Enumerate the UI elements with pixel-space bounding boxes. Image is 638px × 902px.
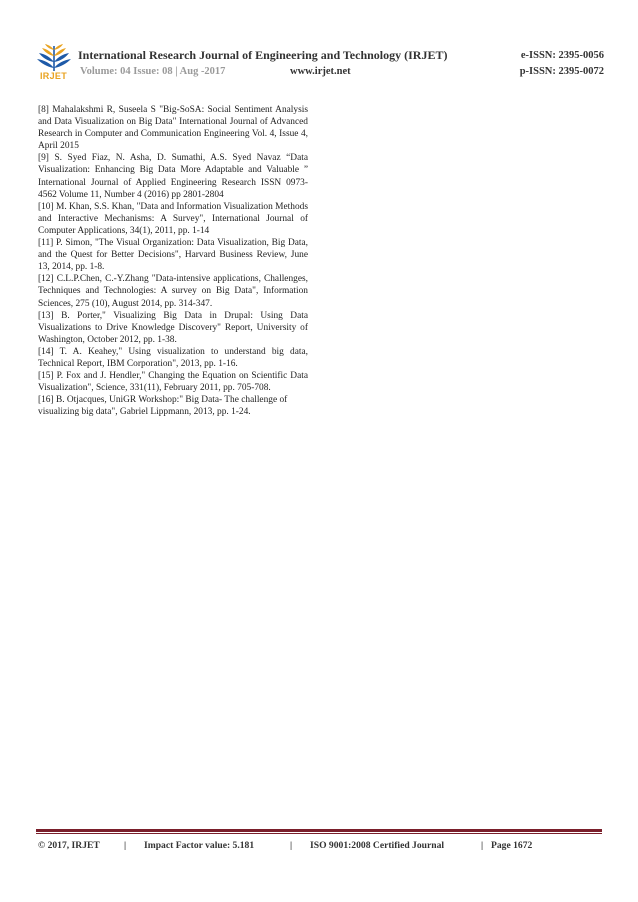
reference-item: [11] P. Simon, "The Visual Organization: Data Visualization, Big Data, and the Quest for Better Decisions", Harvard Business Review, June 13, 2014, pp. 1-8.: [38, 238, 308, 273]
reference-item: [14] T. A. Keahey," Using visualization to understand big data, Technical Report, IBM Corporation", 2013, pp. 1-16.: [38, 346, 308, 369]
footer-copyright: © 2017, IRJET: [38, 840, 100, 851]
reference-item: [15] P. Fox and J. Hendler," Changing the Equation on Scientific Data Visualization", Science, 331(11), February 2011, pp. 705-708.: [38, 371, 308, 394]
reference-item: [12] C.L.P.Chen, C.-Y.Zhang "Data-intensive applications, Challenges, Techniques and Technologies: A survey on Big Data", Information Sciences, 275 (10), August 2014, pp. 314-347.: [38, 274, 308, 309]
footer-iso: ISO 9001:2008 Certified Journal: [310, 840, 445, 851]
reference-item: [16] B. Otjacques, UniGR Workshop:" Big Data- The challenge of visualizing big data", Gabriel Lippmann, 2013, pp. 1-24.: [38, 395, 288, 418]
footer-impact-factor: Impact Factor value: 5.181: [144, 840, 255, 851]
page-header: [36, 44, 604, 86]
reference-item: [13] B. Porter," Visualizing Big Data in Drupal: Using Data Visualizations to Drive Knowledge Discovery" Report, University of Washington, October 2012, pp. 1-38.: [38, 310, 308, 345]
reference-item: [8] Mahalakshmi R, Suseela S "Big-SoSA: Social Sentiment Analysis and Data Visualization on Big Data" International Journal of Advanced Research in Computer and Communication Engineering Vol. 4, Issue 4, April 2015: [38, 105, 308, 152]
reference-item: [10] M. Khan, S.S. Khan, "Data and Information Visualization Methods and Interactive Mechanisms: A Survey", International Journal of Computer Applications, 34(1), 2011, pp. 1-14: [38, 201, 308, 236]
wheat-logo-icon: [36, 44, 72, 72]
irjet-logo: [36, 44, 72, 84]
footer-page-number: Page 1672: [491, 840, 533, 851]
p-issn: p-ISSN: 2395-0072: [519, 66, 604, 77]
footer-rule-thin: [36, 833, 602, 834]
logo-text: IRJET: [40, 71, 68, 81]
footer-separator: |: [124, 840, 127, 851]
footer-rule: [36, 829, 602, 832]
reference-list: [38, 104, 308, 418]
footer-separator: |: [290, 840, 293, 851]
e-issn: e-ISSN: 2395-0056: [520, 50, 604, 61]
journal-url[interactable]: www.irjet.net: [290, 66, 351, 77]
volume-issue: Volume: 04 Issue: 08 | Aug -2017: [80, 66, 226, 77]
reference-item: [9] S. Syed Fiaz, N. Asha, D. Sumathi, A.S. Syed Navaz “Data Visualization: Enhancing Big Data More Adaptable and Valuable ” International Journal of Applied Engineering Research ISSN 0973- 4562 Volume 11, Number 4 (2016) pp 2801-2804: [38, 153, 308, 200]
footer-separator: |: [481, 840, 484, 851]
journal-title: International Research Journal of Engineering and Technology (IRJET): [78, 48, 448, 62]
